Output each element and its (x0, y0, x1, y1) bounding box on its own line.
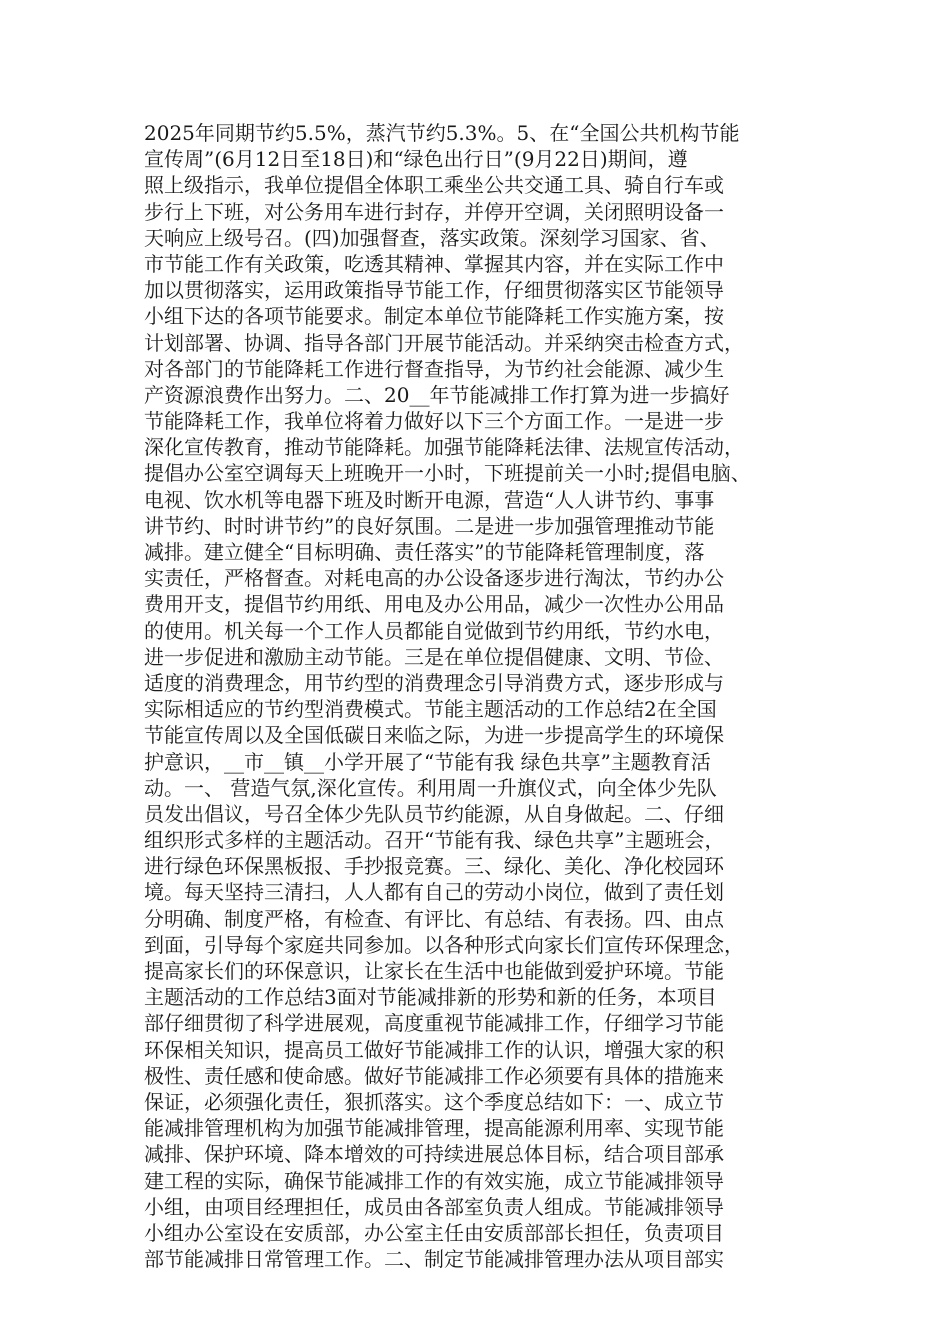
text-line: 主题活动的工作总结3面对节能减排新的形势和新的任务，本项目 (144, 985, 717, 1010)
text-line: 对各部门的节能降耗工作进行督查指导，为节约社会能源、减少生 (144, 356, 724, 381)
text-line: 适度的消费理念，用节约型的消费理念引导消费方式，逐步形成与 (144, 670, 724, 695)
text-line: 深化宣传教育，推动节能降耗。加强节能降耗法律、法规宣传活动， (144, 435, 744, 460)
text-line: 计划部署、协调、指导各部门开展节能活动。并采纳突击检查方式， (144, 330, 744, 355)
text-line: 能减排管理机构为加强节能减排管理，提高能源利用率、实现节能 (144, 1116, 724, 1141)
text-line: 讲节约、时时讲节约”的良好氛围。二是进一步加强管理推动节能 (144, 513, 715, 538)
text-line: 小组，由项目经理担任，成员由各部室负责人组成。节能减排领导 (144, 1194, 724, 1219)
text-line: 小组下达的各项节能要求。制定本单位节能降耗工作实施方案，按 (144, 304, 724, 329)
text-line: 到面，引导每个家庭共同参加。以各种形式向家长们宣传环保理念， (144, 932, 744, 957)
text-line: 部仔细贯彻了科学进展观，高度重视节能减排工作，仔细学习节能 (144, 1011, 724, 1036)
text-line: 极性、责任感和使命感。做好节能减排工作必须要有具体的措施来 (144, 1063, 724, 1088)
text-line: 天响应上级号召。(四)加强督查，落实政策。深刻学习国家、省、 (144, 225, 720, 250)
text-line: 建工程的实际，确保节能减排工作的有效实施，成立节能减排领导 (144, 1168, 724, 1193)
text-line: 境。每天坚持三清扫，人人都有自己的劳动小岗位，做到了责任划 (144, 880, 724, 905)
text-line: 照上级指示，我单位提倡全体职工乘坐公共交通工具、骑自行车或 (144, 173, 724, 198)
text-line: 的使用。机关每一个工作人员都能自觉做到节约用纸，节约水电， (144, 618, 724, 643)
text-line: 加以贯彻落实，运用政策指导节能工作，仔细贯彻落实区节能领导 (144, 278, 724, 303)
text-line: 护意识，__市__镇__小学开展了“节能有我 绿色共享”主题教育活 (144, 749, 711, 774)
text-line: 员发出倡议，号召全体少先队员节约能源，从自身做起。二、仔细 (144, 801, 724, 826)
text-line: 产资源浪费作出努力。二、20__年节能减排工作打算为进一步搞好 (144, 382, 730, 407)
text-line: 小组办公室设在安质部，办公室主任由安质部部长担任，负责项目 (144, 1220, 724, 1245)
text-line: 费用开支，提倡节约用纸、用电及办公用品，减少一次性办公用品 (144, 592, 724, 617)
text-line: 组织形式多样的主题活动。召开“节能有我、绿色共享”主题班会， (144, 828, 725, 853)
text-line: 环保相关知识，提高员工做好节能减排工作的认识，增强大家的积 (144, 1037, 724, 1062)
text-line: 步行上下班，对公务用车进行封存，并停开空调，关闭照明设备一 (144, 199, 724, 224)
text-line: 实际相适应的节约型消费模式。节能主题活动的工作总结2在全国 (144, 697, 717, 722)
text-line: 保证，必须强化责任，狠抓落实。这个季度总结如下：一、成立节 (144, 1089, 724, 1114)
text-line: 分明确、制度严格，有检查、有评比、有总结、有表扬。四、由点 (144, 906, 724, 931)
text-line: 市节能工作有关政策，吃透其精神、掌握其内容，并在实际工作中 (144, 251, 724, 276)
text-line: 减排、保护环境、降本增效的可持续进展总体目标，结合项目部承 (144, 1142, 724, 1167)
text-line: 部节能减排日常管理工作。二、制定节能减排管理办法从项目部实 (144, 1247, 724, 1272)
text-line: 提倡办公室空调每天上班晚开一小时，下班提前关一小时;提倡电脑、 (144, 461, 751, 486)
text-line: 节能宣传周以及全国低碳日来临之际，为进一步提高学生的环境保 (144, 723, 724, 748)
text-line: 电视、饮水机等电器下班及时断开电源，营造“人人讲节约、事事 (144, 487, 715, 512)
text-line: 实责任，严格督查。对耗电高的办公设备逐步进行淘汰，节约办公 (144, 566, 724, 591)
text-line: 动。一、 营造气氛,深化宣传。利用周一升旗仪式，向全体少先队 (144, 775, 717, 800)
text-line: 减排。建立健全“目标明确、责任落实”的节能降耗管理制度，落 (144, 540, 705, 564)
body-text (144, 120, 816, 1272)
text-line: 进一步促进和激励主动节能。三是在单位提倡健康、文明、节俭、 (144, 644, 724, 669)
text-line: 宣传周”(6月12日至18日)和“绿色出行日”(9月22日)期间，遵 (144, 147, 688, 172)
text-line: 进行绿色环保黑板报、手抄报竞赛。三、绿化、美化、净化校园环 (144, 854, 724, 879)
text-line: 提高家长们的环保意识，让家长在生活中也能做到爱护环境。节能 (144, 959, 724, 983)
text-line: 节能降耗工作，我单位将着力做好以下三个方面工作。一是进一步 (144, 409, 724, 434)
text-line: 2025年同期节约5.5%，蒸汽节约5.3%。5、在“全国公共机构节能 (144, 121, 740, 145)
